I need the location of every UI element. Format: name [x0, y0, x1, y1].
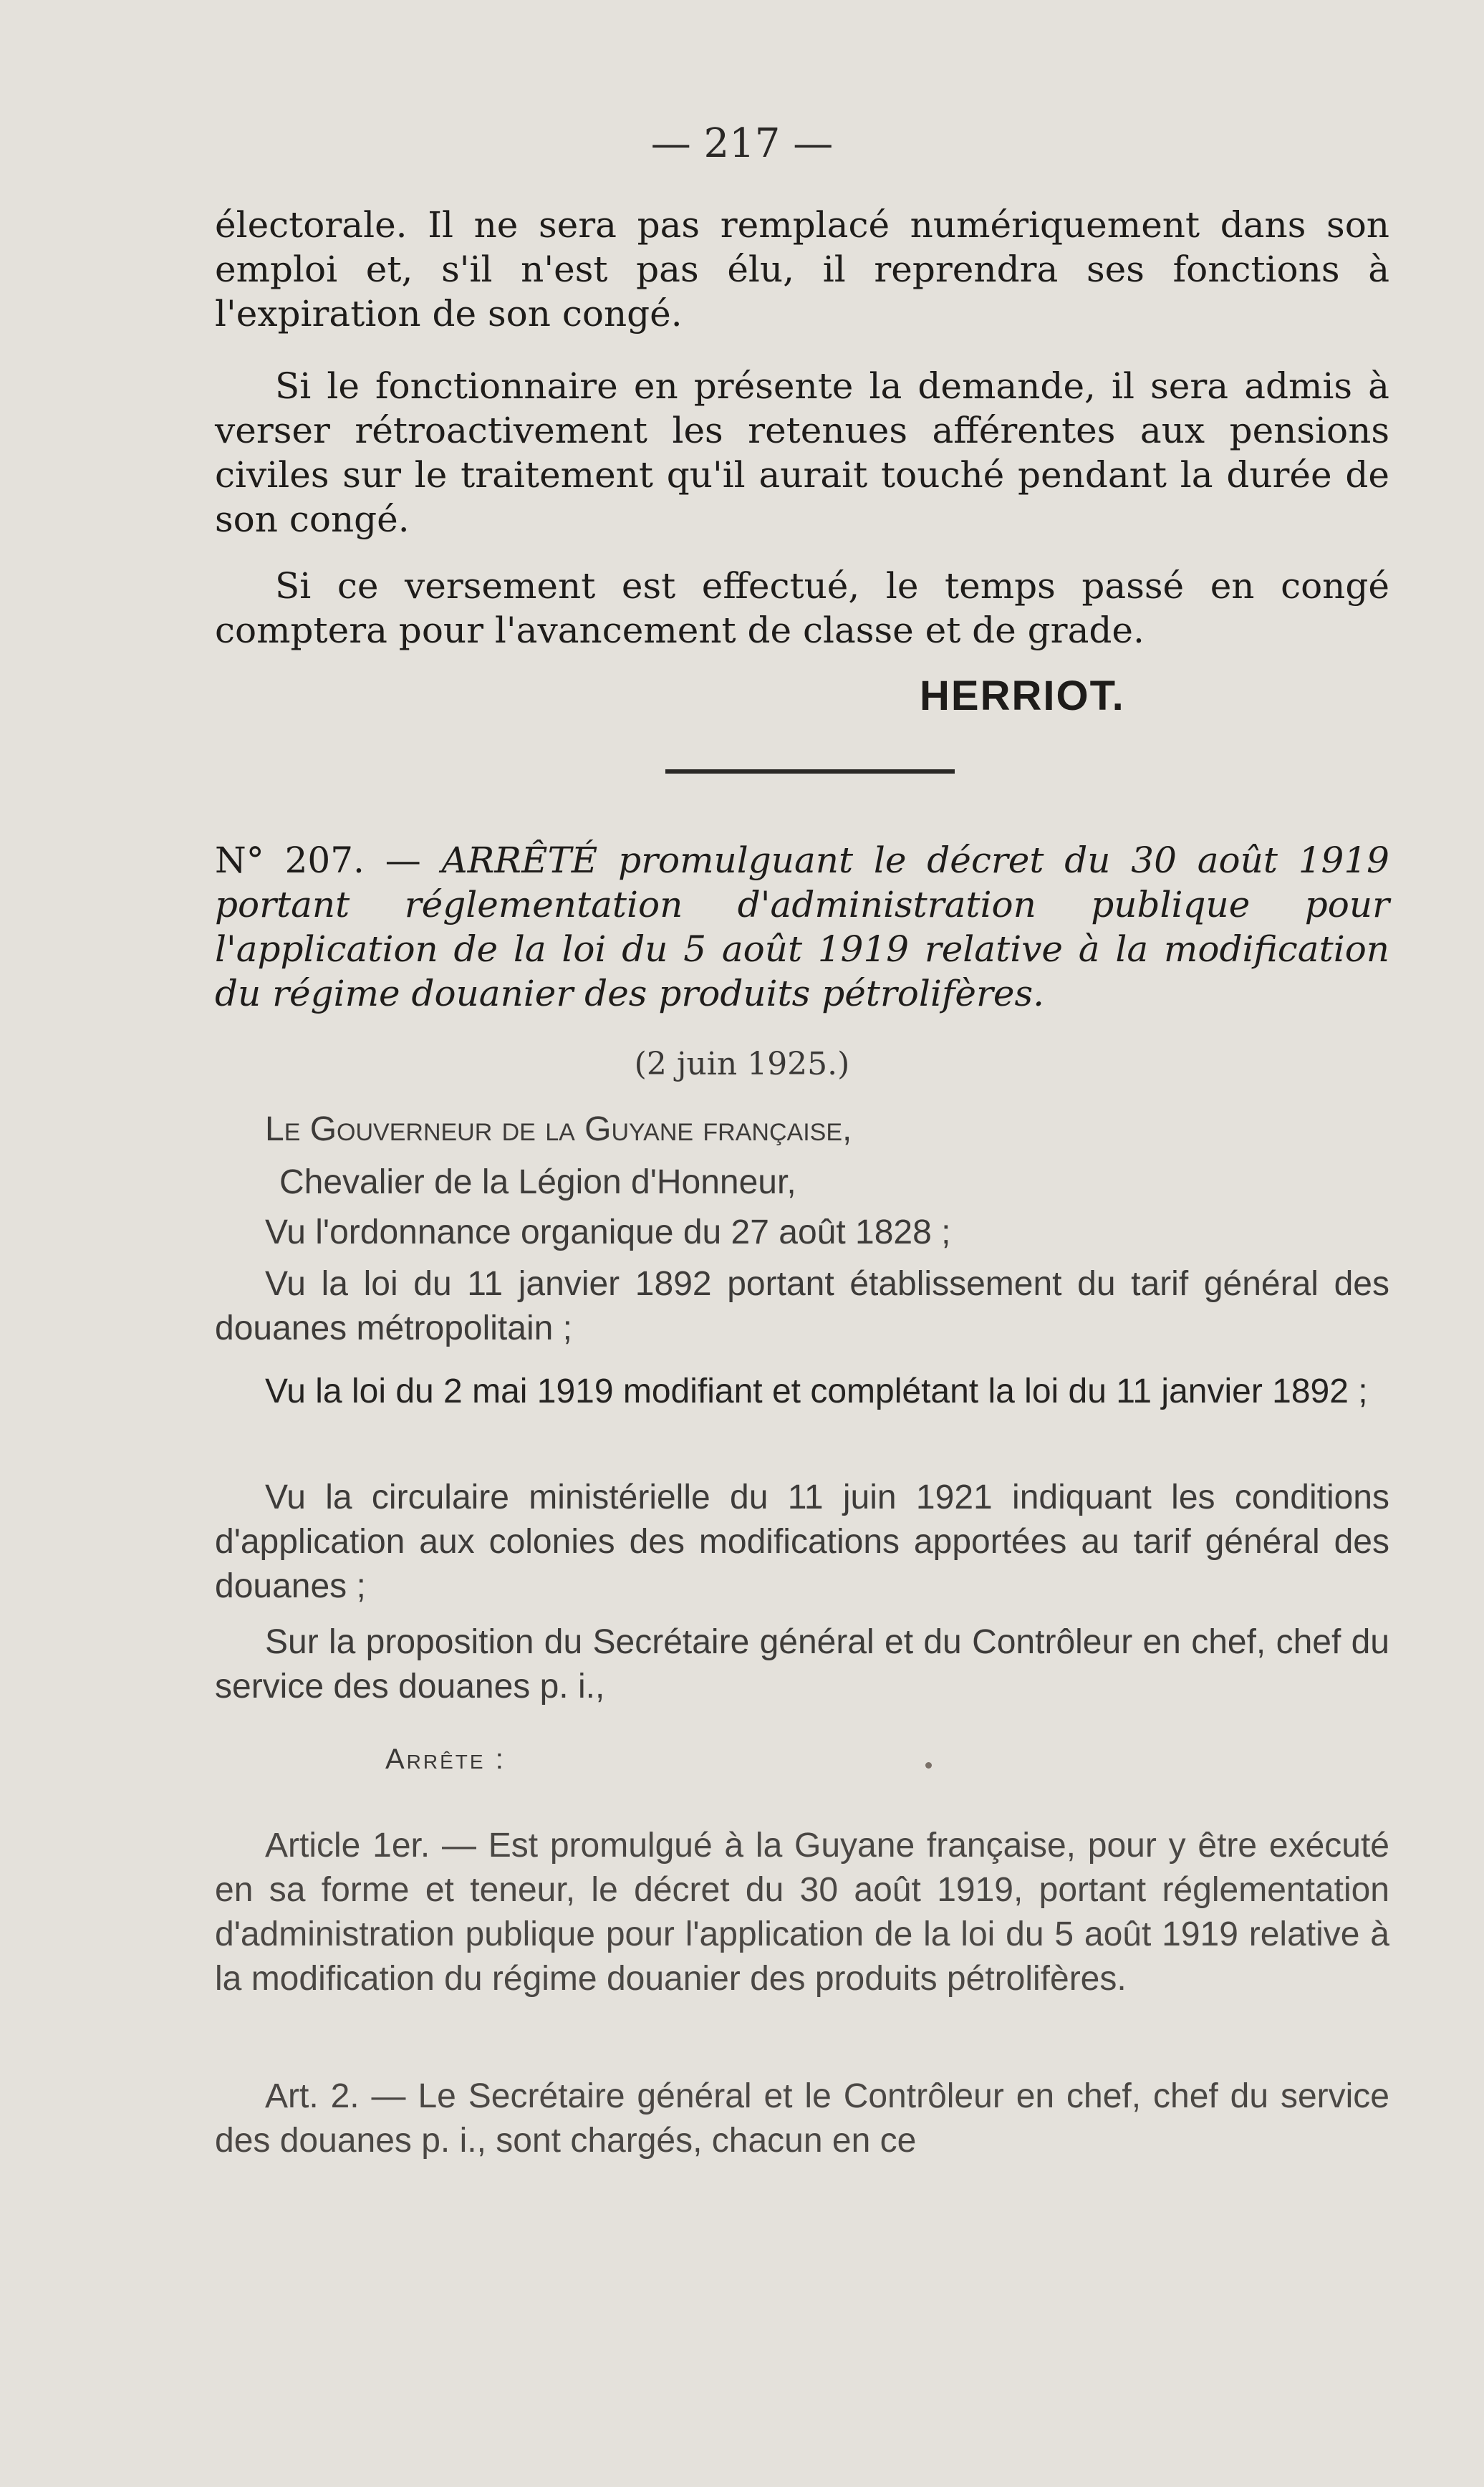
article-1: Article 1er. — Est promulgué à la Guyane française, pour y être exécuté en sa forme et teneur, le décret du 30 août 1919, portant réglementation d'administration publique pour l'application de la loi du 5 août 1919 relative à la modification du régime douanier des produits pétrolifères. — [215, 1827, 1389, 1998]
decree-number: N° 207. — — [215, 840, 421, 881]
preamble-governor: Le Gouverneur de la Guyane française, — [265, 1110, 852, 1148]
decree-heading — [215, 838, 1389, 1016]
decree-title: ARRÊTÉ promulguant le décret du 30 août 1919 portant réglementation d'administration publique pour l'application de la loi du 5 août 1919 relative à la modification du régime douanier des produits pétrolifères. — [215, 840, 1389, 1014]
page-number: — 217 — — [650, 120, 834, 167]
paragraph-versement: Si ce versement est effectué, le temps passé en congé comptera pour l'avancement de classe et de grade. — [215, 565, 1389, 651]
preamble-vu-circulaire: Vu la circulaire ministérielle du 11 juin 1921 indiquant les conditions d'application aux colonies des modifications apportées au tarif général des douanes ; — [215, 1478, 1389, 1605]
preamble-vu-ordonnance: Vu l'ordonnance organique du 27 août 1828 ; — [265, 1213, 951, 1251]
paragraph-electorale: électorale. Il ne sera pas remplacé numériquement dans son emploi et, s'il n'est pas élu, il reprendra ses fonctions à l'expiration de son congé. — [215, 204, 1389, 335]
article-2: Art. 2. — Le Secrétaire général et le Contrôleur en chef, chef du service des douanes p. i., sont chargés, chacun en ce — [215, 2077, 1389, 2160]
preamble-vu-loi-1892: Vu la loi du 11 janvier 1892 portant établissement du tarif général des douanes métropolitain ; — [215, 1265, 1389, 1347]
section-divider — [665, 769, 955, 774]
preamble-vu-loi-1919: Vu la loi du 2 mai 1919 modifiant et complétant la loi du 11 janvier 1892 ; — [265, 1372, 1368, 1410]
arrete-label: Arrête : — [385, 1743, 506, 1775]
preamble-officer: Chevalier de la Légion d'Honneur, — [279, 1163, 796, 1201]
paragraph-retenues: Si le fonctionnaire en présente la demande, il sera admis à verser rétroactivement les retenues afférentes aux pensions civiles sur le traitement qu'il aurait touché pendant la durée de son congé. — [215, 365, 1389, 540]
decree-date: (2 juin 1925.) — [634, 1046, 850, 1082]
preamble-proposition: Sur la proposition du Secrétaire général et du Contrôleur en chef, chef du service des douanes p. i., — [215, 1623, 1389, 1706]
signature-herriot: HERRIOT. — [920, 673, 1125, 719]
ink-dot — [925, 1762, 932, 1769]
